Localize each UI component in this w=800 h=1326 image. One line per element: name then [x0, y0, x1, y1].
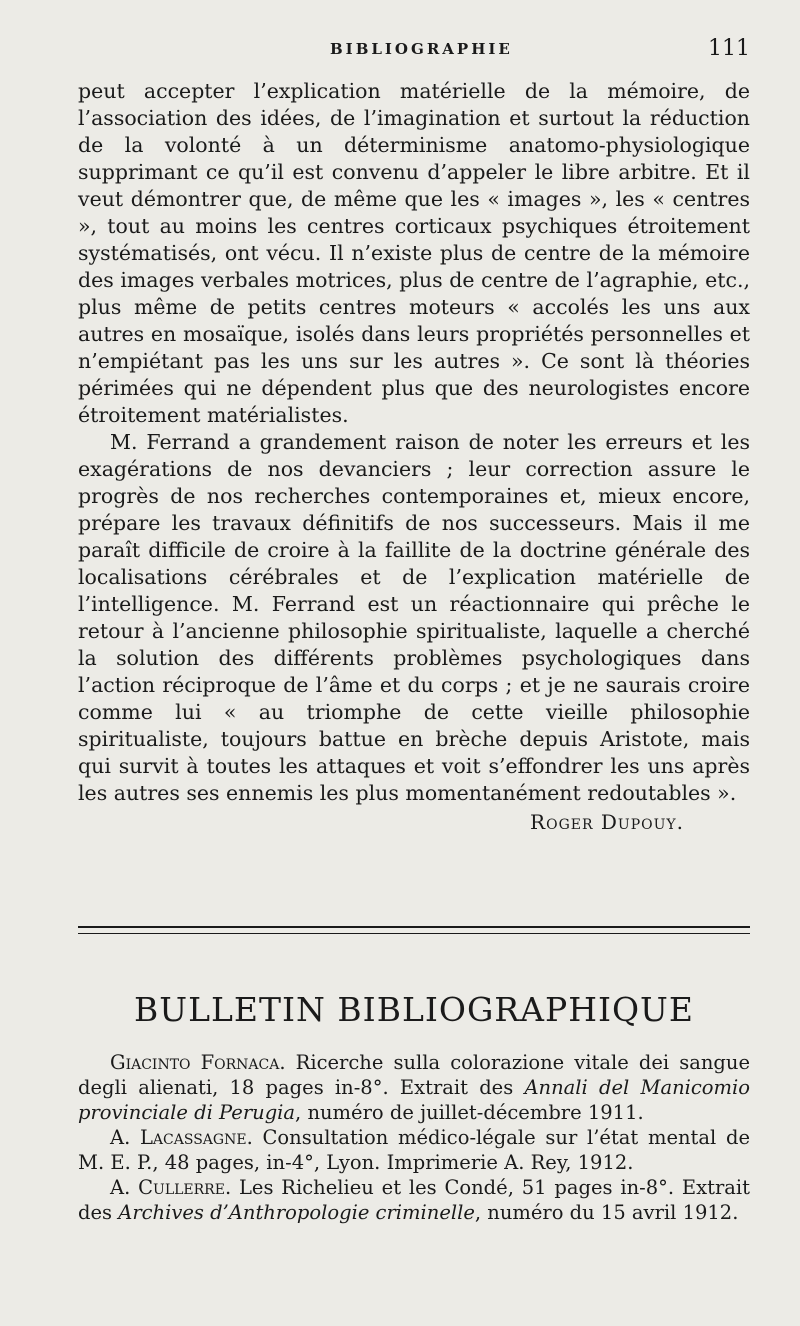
entry-author: A. Cullerre.: [110, 1176, 232, 1199]
review-signature: Roger Dupouy.: [530, 810, 684, 834]
entry-journal: Archives d’Anthropologie criminelle: [118, 1201, 475, 1224]
running-title: BIBLIOGRAPHIE: [330, 40, 513, 58]
entry-text: Ricerche sulla colorazione vitale dei sangue degli alienati, 18 pages in-8°. Extrait des: [78, 1051, 750, 1099]
section-divider: [78, 926, 750, 934]
bulletin-entry: [78, 1050, 750, 1125]
entry-journal: Annali del Manicomio provinciale di Perugia: [78, 1076, 750, 1124]
review-paragraph-2: M. Ferrand a grandement raison de noter les erreurs et les exagérations de nos devanciers ; leur correction assure le progrès de nos recherches contemporaines et, mieux encore, prépare les travaux définitifs de nos successeurs. Mais il me paraît difficile de croire à la faillite de la doctrine générale des localisations cérébrales et de l’explication matérielle de l’intelligence. M. Ferrand est un réactionnaire qui prêche le retour à l’ancienne philosophie spiritualiste, laquelle a cherché la solution des différents problèmes psychologiques dans l’action réciproque de l’âme et du corps ; et je ne saurais croire comme lui « au triomphe de cette vieille philosophie spiritualiste, toujours battue en brèche depuis Aristote, mais qui survit à toutes les attaques et voit s’effondrer les uns après les autres ses ennemis les plus momentanément redoutables ».: [78, 430, 750, 805]
running-header: [0, 36, 800, 66]
bulletin-title: BULLETIN BIBLIOGRAPHIQUE: [134, 990, 694, 1029]
entry-text: Les Richelieu et les Condé, 51 pages in-8°. Extrait des: [78, 1176, 750, 1224]
entry-text-end: , numéro de juillet-décembre 1911.: [295, 1101, 644, 1124]
bulletin-entry: [78, 1175, 750, 1225]
bulletin-entries: [78, 1050, 750, 1225]
entry-author: Giacinto Fornaca.: [110, 1051, 286, 1074]
entry-text-end: , numéro du 15 avril 1912.: [474, 1201, 739, 1224]
review-text: [78, 78, 750, 836]
bulletin-entry: [78, 1125, 750, 1175]
review-paragraph-1: peut accepter l’explication matérielle de la mémoire, de l’association des idées, de l’imagination et surtout la réduction de la volonté à un déterminisme anatomo-physiologique supprimant ce qu’il est convenu d’appeler le libre arbitre. Et il veut démontrer que, de même que les « images », les « centres », tout au moins les centres corticaux psychiques étroitement systématisés, ont vécu. Il n’existe plus de centre de la mémoire des images verbales motrices, plus de centre de l’agraphie, etc., plus même de petits centres moteurs « accolés les uns aux autres en mosaïque, isolés dans leurs propriétés personnelles et n’empiétant pas les uns sur les autres ». Ce sont là théories périmées qui ne dépendent plus que des neurologistes encore étroitement matérialistes.: [78, 79, 750, 427]
entry-text: Consultation médico-légale sur l’état mental de M. E. P., 48 pages, in-4°, Lyon. Imprimerie A. Rey, 1912.: [78, 1126, 750, 1174]
page-number: 111: [708, 36, 750, 61]
entry-author: A. Lacassagne.: [110, 1126, 253, 1149]
